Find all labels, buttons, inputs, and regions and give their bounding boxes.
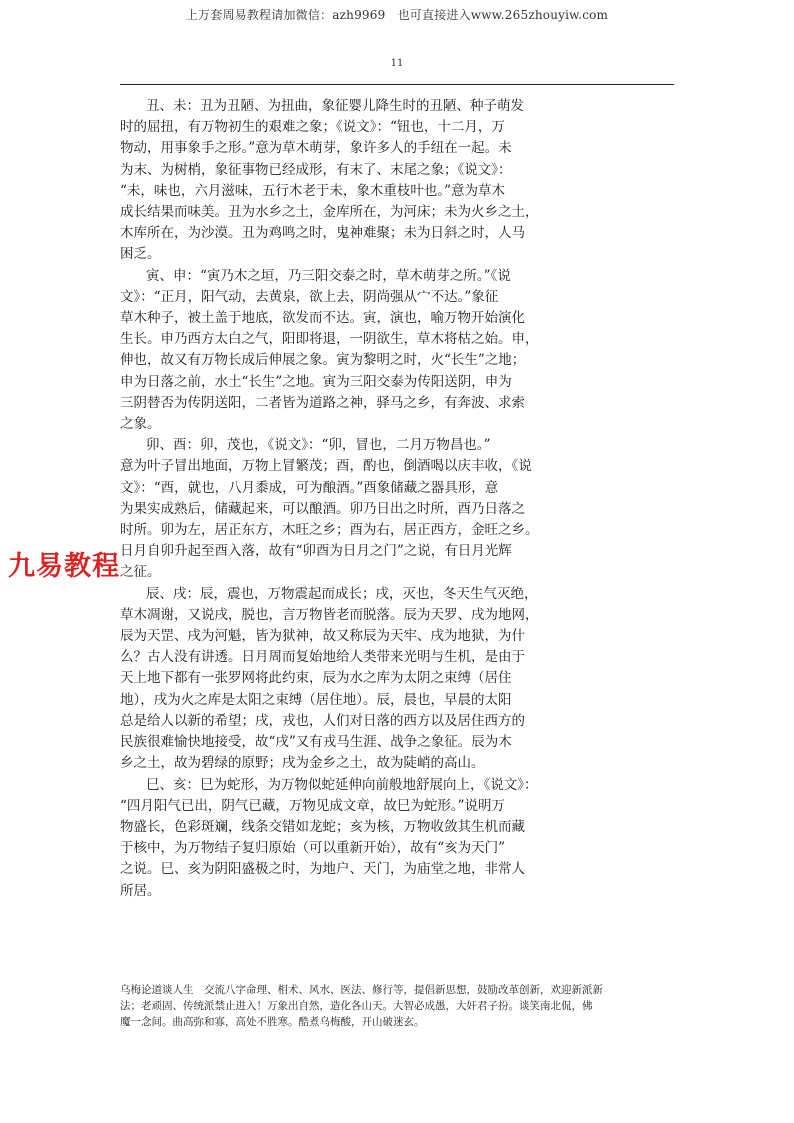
paragraph-line: 乡之土，故为碧绿的原野；戌为金乡之土，故为陡峭的高山。 — [120, 755, 485, 772]
paragraph-line: 草木凋谢，又说戌，脱也，言万物皆老而脱落。辰为天罗、戌为地网， — [120, 606, 539, 623]
paragraph-line: 天上地下都有一张罗网将此约束，辰为水之库为太阴之束缚（居住 — [120, 670, 512, 687]
paragraph-line: 巳、亥：巳为蛇形，为万物似蛇延伸向前般地舒展向上，《说文》： — [146, 776, 538, 793]
top-advert-note: 上万套周易教程请加微信：azh9969 也可直接进入www.265zhouyiw.com — [185, 8, 609, 22]
paragraph-line: 物盛长，色彩斑斓，线条交错如龙蛇；亥为核，万物收敛其生机而藏 — [120, 818, 525, 835]
paragraph-line: “未，味也，六月滋味，五行木老于未，象木重枝叶也。”意为草木 — [120, 182, 506, 199]
paragraph-line: 为果实成熟后，储藏起来，可以酿酒。卯乃日出之时所，酉乃日落之 — [120, 500, 525, 517]
paragraph-line: 申为日落之前，水土“长生”之地。寅为三阳交泰为传阳送阴，申为 — [120, 373, 512, 390]
footer-line: 乌梅论道谈人生 交流八字命理、相术、风水、医法、修行等，提倡新思想，鼓励改革创新，欢迎新派新 — [120, 984, 603, 996]
paragraph-line: 卯、酉：卯，茂也，《说文》：“卯，冒也，二月万物昌也。” — [146, 437, 491, 454]
paragraph-line: 物动，用事象手之形。”意为草木萌芽，象许多人的手纽在一起。未 — [120, 140, 512, 157]
paragraph-line: 总是给人以新的希望；戌，戎也，人们对日落的西方以及居住西方的 — [120, 712, 525, 729]
paragraph-line: 所居。 — [120, 882, 161, 899]
paragraph-line: 民族很难愉快地接受，故“戌”又有戎马生涯、战争之象征。辰为木 — [120, 734, 512, 751]
paragraph-line: 辰、戌：辰，震也，万物震起而成长；戌，灭也，冬天生气灭绝， — [146, 585, 538, 602]
footer-line: 法；老顽固、传统派禁止进入！万象出自然，造化各山天。大智必成愚，大奸君子扮。谈笑南北侃，佛 — [120, 1000, 593, 1012]
paragraph-line: 草木种子，被土盖于地底，欲发而不达。寅，演也，喻万物开始演化 — [120, 310, 525, 327]
paragraph-line: 地），戌为火之库是太阳之束缚（居住地）。辰，晨也，早晨的太阳 — [120, 691, 512, 708]
paragraph-line: 成长结果而味美。丑为水乡之土，金库所在，为河床；未为火乡之土， — [120, 204, 539, 221]
paragraph-line: 丑、未：丑为丑陋、为扭曲，象征婴儿降生时的丑陋、种子萌发 — [146, 98, 524, 114]
paragraph-line: 文》：“酉，就也，八月黍成，可为酿酒。”酉象储藏之器具形，意 — [120, 479, 499, 496]
paragraph-line: 意为叶子冒出地面，万物上冒繁茂；酉，酌也，倒酒喝以庆丰收，《说 — [120, 458, 532, 475]
page-number: 11 — [390, 58, 404, 69]
paragraph-line: 么？古人没有讲透。日月周而复始地给人类带来光明与生机，是由于 — [120, 649, 525, 666]
paragraph-line: 于核中，为万物结子复归原始（可以重新开始），故有“亥为天门” — [120, 840, 506, 857]
footer-line: 魔一念间。曲高弥和寡，高处不胜寒。酷煮乌梅酸，开山破迷玄。 — [120, 1016, 425, 1028]
paragraph-line: “四月阳气已出，阴气已藏，万物见成文章，故巳为蛇形。”说明万 — [120, 797, 506, 814]
header-rule — [120, 84, 674, 85]
red-watermark-logo: 九易教程 — [8, 551, 120, 582]
paragraph-line: 日月自卯升起至酉入落，故有“卯酉为日月之门”之说，有日月光辉 — [120, 543, 512, 560]
paragraph-line: 文》：“正月，阳气动，去黄泉，欲上去，阴尚强从宀不达。”象征 — [120, 288, 499, 305]
body-text — [120, 96, 554, 902]
paragraph-line: 为末、为树梢，象征事物已经成形，有末了、末尾之象；《说文》： — [120, 161, 512, 178]
paragraph-line: 木库所在，为沙漠。丑为鸡鸣之时，鬼神难聚；未为日斜之时，人马 — [120, 225, 525, 242]
paragraph-line: 时所。卯为左，居正东方，木旺之乡；酉为右，居正西方，金旺之乡。 — [120, 522, 539, 539]
paragraph-line: 之征。 — [120, 564, 161, 581]
paragraph-line: 伸也，故又有万物长成后伸展之象。寅为黎明之时，火“长生”之地； — [120, 352, 526, 369]
paragraph-line: 三阴替否为传阴送阳，二者皆为道路之神，驿马之乡，有奔波、求索 — [120, 394, 525, 411]
paragraph-line: 之说。巳、亥为阴阳盛极之时，为地户、天门，为庙堂之地，非常人 — [120, 861, 525, 878]
paragraph-line: 寅、申：“寅乃木之垣，乃三阳交泰之时，草木萌芽之所。”《说 — [146, 267, 511, 284]
paragraph-line: 辰为天罡、戌为河魁，皆为狱神，故又称辰为天牢、戌为地狱，为什 — [120, 628, 525, 645]
paragraph-line: 时的屈扭，有万物初生的艰难之象；《说文》：“钮也，十二月，万 — [120, 119, 505, 136]
footer-note — [120, 982, 676, 1030]
paragraph-line: 生长。申乃西方太白之气，阳即将退，一阴欲生，草木将枯之始。申， — [120, 331, 539, 348]
paragraph-line: 之象。 — [120, 416, 161, 433]
paragraph-line: 困乏。 — [120, 246, 161, 263]
